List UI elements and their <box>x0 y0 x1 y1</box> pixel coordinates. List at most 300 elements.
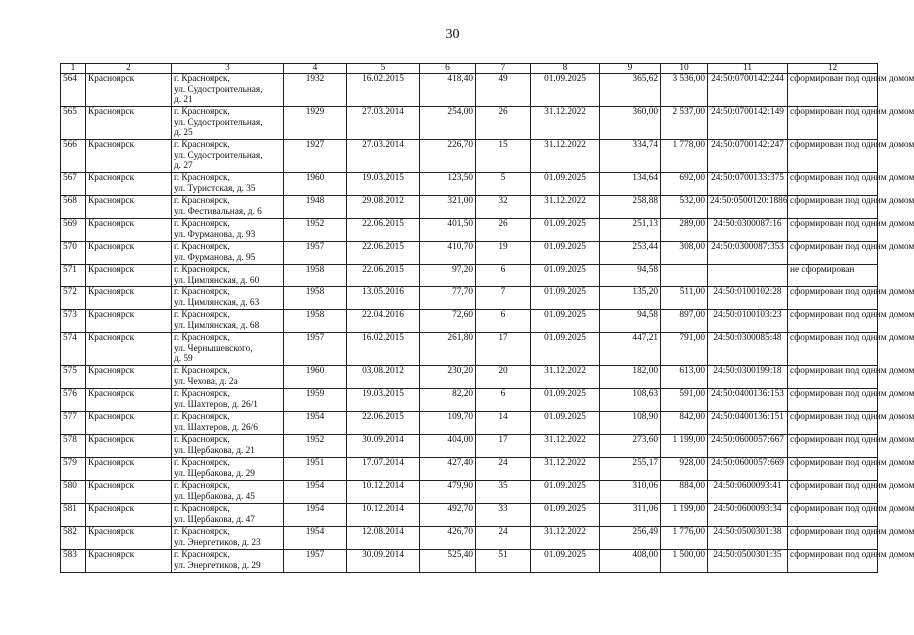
year-cell: 1960 <box>284 366 347 389</box>
city-cell: Красноярск <box>86 287 172 310</box>
address-cell <box>172 219 284 242</box>
year-cell: 1958 <box>284 310 347 333</box>
year-cell: 1958 <box>284 287 347 310</box>
address-line: г. Красноярск, <box>174 140 230 150</box>
address-line: ул. Энергетиков, д. 29 <box>174 560 261 571</box>
address-line: ул. Чернышевского, <box>174 343 253 354</box>
table-row <box>61 287 878 310</box>
cadastral-number-cell: 24:50:0500301:35 <box>708 550 788 573</box>
table-row <box>61 219 878 242</box>
land-status-cell: сформирован под одним домом <box>788 140 878 173</box>
residents-cell: 24 <box>476 458 531 481</box>
city-cell: Красноярск <box>86 196 172 219</box>
date-cell: 27.03.2014 <box>347 140 420 173</box>
land-area-cell: 897,00 <box>661 310 708 333</box>
address-cell <box>172 366 284 389</box>
deadline-cell: 01.09.2025 <box>531 333 600 366</box>
residents-cell: 51 <box>476 550 531 573</box>
column-number-header-row <box>61 64 878 74</box>
row-number: 567 <box>61 173 86 196</box>
address-cell <box>172 527 284 550</box>
date-cell: 10.12.2014 <box>347 481 420 504</box>
value-9-cell: 311,06 <box>600 504 661 527</box>
address-cell <box>172 265 284 287</box>
year-cell: 1951 <box>284 458 347 481</box>
city-cell: Красноярск <box>86 458 172 481</box>
address-line: г. Красноярск, <box>174 527 230 537</box>
address-line: г. Красноярск, <box>174 196 230 206</box>
residents-cell: 17 <box>476 435 531 458</box>
deadline-cell: 01.09.2025 <box>531 481 600 504</box>
value-9-cell: 310,06 <box>600 481 661 504</box>
land-area-cell: 692,00 <box>661 173 708 196</box>
date-cell: 27.03.2014 <box>347 107 420 140</box>
cadastral-number-cell: 24:50:0700142:244 <box>708 74 788 107</box>
city-cell: Красноярск <box>86 550 172 573</box>
land-status-cell: сформирован под одним домом <box>788 458 878 481</box>
row-number: 564 <box>61 74 86 107</box>
row-number: 570 <box>61 242 86 265</box>
land-status-cell: сформирован под одним домом <box>788 435 878 458</box>
table-row <box>61 481 878 504</box>
area-cell: 321,00 <box>420 196 476 219</box>
deadline-cell: 31.12.2022 <box>531 196 600 219</box>
address-cell <box>172 173 284 196</box>
value-9-cell: 94,58 <box>600 265 661 287</box>
year-cell: 1954 <box>284 412 347 435</box>
address-cell <box>172 140 284 173</box>
land-status-cell: сформирован под одним домом <box>788 481 878 504</box>
address-line: г. Красноярск, <box>174 242 230 252</box>
row-number: 571 <box>61 265 86 287</box>
land-area-cell: 308,00 <box>661 242 708 265</box>
deadline-cell: 01.09.2025 <box>531 242 600 265</box>
table-row <box>61 504 878 527</box>
address-line: г. Красноярск, <box>174 366 230 376</box>
column-header-3: 3 <box>172 64 284 74</box>
residents-cell: 26 <box>476 219 531 242</box>
address-cell <box>172 287 284 310</box>
residents-cell: 20 <box>476 366 531 389</box>
address-line: ул. Судостроительная, <box>174 150 263 161</box>
table-row <box>61 107 878 140</box>
city-cell: Красноярск <box>86 333 172 366</box>
date-cell: 22.04.2016 <box>347 310 420 333</box>
row-number: 565 <box>61 107 86 140</box>
land-area-cell: 884,00 <box>661 481 708 504</box>
land-area-cell: 1 500,00 <box>661 550 708 573</box>
deadline-cell: 01.09.2025 <box>531 219 600 242</box>
table-row <box>61 196 878 219</box>
address-cell <box>172 504 284 527</box>
deadline-cell: 01.09.2025 <box>531 412 600 435</box>
deadline-cell: 01.09.2025 <box>531 287 600 310</box>
date-cell: 22.06.2015 <box>347 412 420 435</box>
deadline-cell: 01.09.2025 <box>531 173 600 196</box>
residents-cell: 32 <box>476 196 531 219</box>
address-line: ул. Шахтеров, д. 26/1 <box>174 399 258 410</box>
deadline-cell: 01.09.2025 <box>531 74 600 107</box>
row-number: 576 <box>61 389 86 412</box>
city-cell: Красноярск <box>86 389 172 412</box>
area-cell: 525,40 <box>420 550 476 573</box>
address-cell <box>172 107 284 140</box>
row-number: 575 <box>61 366 86 389</box>
table-row <box>61 366 878 389</box>
table-row <box>61 265 878 287</box>
address-line: г. Красноярск, <box>174 481 230 491</box>
deadline-cell: 31.12.2022 <box>531 366 600 389</box>
row-number: 577 <box>61 412 86 435</box>
row-number: 579 <box>61 458 86 481</box>
cadastral-number-cell: 24:50:0300199:18 <box>708 366 788 389</box>
area-cell: 77,70 <box>420 287 476 310</box>
value-9-cell: 108,63 <box>600 389 661 412</box>
cadastral-number-cell: 24:50:0400136:151 <box>708 412 788 435</box>
address-cell <box>172 196 284 219</box>
land-area-cell: 532,00 <box>661 196 708 219</box>
land-area-cell: 289,00 <box>661 219 708 242</box>
address-line: д. 59 <box>174 354 193 364</box>
land-status-cell: не сформирован <box>788 265 878 287</box>
area-cell: 226,70 <box>420 140 476 173</box>
address-line: ул. Шахтеров, д. 26/6 <box>174 422 258 433</box>
deadline-cell: 01.09.2025 <box>531 389 600 412</box>
date-cell: 19.03.2015 <box>347 389 420 412</box>
area-cell: 123,50 <box>420 173 476 196</box>
address-line: г. Красноярск, <box>174 219 230 229</box>
column-header-7: 7 <box>476 64 531 74</box>
deadline-cell: 31.12.2022 <box>531 435 600 458</box>
deadline-cell: 01.09.2025 <box>531 550 600 573</box>
date-cell: 13.05.2016 <box>347 287 420 310</box>
city-cell: Красноярск <box>86 107 172 140</box>
cadastral-number-cell: 24:50:0500301:38 <box>708 527 788 550</box>
value-9-cell: 360,00 <box>600 107 661 140</box>
deadline-cell: 31.12.2022 <box>531 527 600 550</box>
city-cell: Красноярск <box>86 173 172 196</box>
deadline-cell: 01.09.2025 <box>531 265 600 287</box>
land-area-cell <box>661 265 708 287</box>
value-9-cell: 94,58 <box>600 310 661 333</box>
address-cell <box>172 435 284 458</box>
area-cell: 492,70 <box>420 504 476 527</box>
column-header-4: 4 <box>284 64 347 74</box>
land-area-cell: 928,00 <box>661 458 708 481</box>
area-cell: 404,00 <box>420 435 476 458</box>
year-cell: 1954 <box>284 527 347 550</box>
address-cell <box>172 389 284 412</box>
deadline-cell: 31.12.2022 <box>531 107 600 140</box>
address-line: ул. Судостроительная, <box>174 84 263 95</box>
land-status-cell: сформирован под одним домом <box>788 74 878 107</box>
land-area-cell: 1 199,00 <box>661 504 708 527</box>
row-number: 569 <box>61 219 86 242</box>
value-9-cell: 447,21 <box>600 333 661 366</box>
column-header-1: 1 <box>61 64 86 74</box>
city-cell: Красноярск <box>86 310 172 333</box>
city-cell: Красноярск <box>86 481 172 504</box>
residents-cell: 35 <box>476 481 531 504</box>
address-line: г. Красноярск, <box>174 107 230 117</box>
date-cell: 17.07.2014 <box>347 458 420 481</box>
address-cell <box>172 550 284 573</box>
address-line: ул. Щербакова, д. 21 <box>174 445 255 456</box>
area-cell: 72,60 <box>420 310 476 333</box>
table-row <box>61 310 878 333</box>
city-cell: Красноярск <box>86 74 172 107</box>
area-cell: 254,00 <box>420 107 476 140</box>
year-cell: 1954 <box>284 481 347 504</box>
address-line: ул. Цимлянская, д. 63 <box>174 297 260 308</box>
value-9-cell: 134,64 <box>600 173 661 196</box>
address-cell <box>172 310 284 333</box>
address-line: г. Красноярск, <box>174 287 230 297</box>
area-cell: 479,90 <box>420 481 476 504</box>
land-status-cell: сформирован под одним домом <box>788 310 878 333</box>
address-cell <box>172 412 284 435</box>
land-area-cell: 1 776,00 <box>661 527 708 550</box>
table-row <box>61 242 878 265</box>
address-line: ул. Цимлянская, д. 68 <box>174 320 260 331</box>
date-cell: 29.08.2012 <box>347 196 420 219</box>
year-cell: 1948 <box>284 196 347 219</box>
table-row <box>61 550 878 573</box>
row-number: 583 <box>61 550 86 573</box>
value-9-cell: 108,90 <box>600 412 661 435</box>
land-area-cell: 3 536,00 <box>661 74 708 107</box>
address-cell <box>172 458 284 481</box>
address-line: ул. Туристская, д. 35 <box>174 183 256 194</box>
deadline-cell: 31.12.2022 <box>531 140 600 173</box>
residents-cell: 49 <box>476 74 531 107</box>
city-cell: Красноярск <box>86 219 172 242</box>
table-row <box>61 74 878 107</box>
row-number: 566 <box>61 140 86 173</box>
cadastral-number-cell: 24:50:0700142:247 <box>708 140 788 173</box>
value-9-cell: 365,62 <box>600 74 661 107</box>
city-cell: Красноярск <box>86 140 172 173</box>
residents-cell: 19 <box>476 242 531 265</box>
date-cell: 12.08.2014 <box>347 527 420 550</box>
row-number: 568 <box>61 196 86 219</box>
area-cell: 261,80 <box>420 333 476 366</box>
address-line: г. Красноярск, <box>174 412 230 422</box>
column-header-11: 11 <box>708 64 788 74</box>
address-line: г. Красноярск, <box>174 458 230 468</box>
land-area-cell: 791,00 <box>661 333 708 366</box>
value-9-cell: 258,88 <box>600 196 661 219</box>
deadline-cell: 01.09.2025 <box>531 504 600 527</box>
land-status-cell: сформирован под одним домом <box>788 242 878 265</box>
land-status-cell: сформирован под одним домом <box>788 173 878 196</box>
address-line: г. Красноярск, <box>174 435 230 445</box>
residents-cell: 26 <box>476 107 531 140</box>
column-header-10: 10 <box>661 64 708 74</box>
address-line: г. Красноярск, <box>174 333 230 343</box>
address-line: ул. Фестивальная, д. 6 <box>174 206 262 217</box>
address-line: ул. Щербакова, д. 45 <box>174 491 255 502</box>
land-area-cell: 2 537,00 <box>661 107 708 140</box>
row-number: 581 <box>61 504 86 527</box>
city-cell: Красноярск <box>86 265 172 287</box>
value-9-cell: 255,17 <box>600 458 661 481</box>
year-cell: 1957 <box>284 550 347 573</box>
cadastral-number-cell: 24:50:0100103:23 <box>708 310 788 333</box>
row-number: 572 <box>61 287 86 310</box>
address-line: г. Красноярск, <box>174 389 230 399</box>
year-cell: 1954 <box>284 504 347 527</box>
date-cell: 16.02.2015 <box>347 74 420 107</box>
address-line: д. 27 <box>174 161 193 171</box>
residents-cell: 24 <box>476 527 531 550</box>
residents-cell: 14 <box>476 412 531 435</box>
address-line: д. 21 <box>174 95 193 105</box>
address-line: ул. Щербакова, д. 29 <box>174 468 255 479</box>
column-header-9: 9 <box>600 64 661 74</box>
land-area-cell: 511,00 <box>661 287 708 310</box>
area-cell: 426,70 <box>420 527 476 550</box>
land-area-cell: 613,00 <box>661 366 708 389</box>
city-cell: Красноярск <box>86 527 172 550</box>
table-row <box>61 140 878 173</box>
address-cell <box>172 74 284 107</box>
land-status-cell: сформирован под одним домом <box>788 527 878 550</box>
address-line: ул. Судостроительная, <box>174 117 263 128</box>
row-number: 573 <box>61 310 86 333</box>
address-line: г. Красноярск, <box>174 74 230 84</box>
land-status-cell: сформирован под одним домом <box>788 504 878 527</box>
address-line: ул. Энергетиков, д. 23 <box>174 537 261 548</box>
date-cell: 30.09.2014 <box>347 435 420 458</box>
land-status-cell: сформирован под одним домом <box>788 389 878 412</box>
value-9-cell: 256,49 <box>600 527 661 550</box>
date-cell: 10.12.2014 <box>347 504 420 527</box>
city-cell: Красноярск <box>86 366 172 389</box>
address-line: г. Красноярск, <box>174 550 230 560</box>
area-cell: 82,20 <box>420 389 476 412</box>
area-cell: 109,70 <box>420 412 476 435</box>
table-row <box>61 435 878 458</box>
residents-cell: 7 <box>476 287 531 310</box>
residents-cell: 6 <box>476 265 531 287</box>
value-9-cell: 408,00 <box>600 550 661 573</box>
value-9-cell: 135,20 <box>600 287 661 310</box>
city-cell: Красноярск <box>86 242 172 265</box>
area-cell: 230,20 <box>420 366 476 389</box>
year-cell: 1952 <box>284 435 347 458</box>
housing-register-table <box>60 63 914 573</box>
year-cell: 1952 <box>284 219 347 242</box>
area-cell: 401,50 <box>420 219 476 242</box>
land-area-cell: 1 199,00 <box>661 435 708 458</box>
deadline-cell: 01.09.2025 <box>531 310 600 333</box>
land-status-cell: сформирован под одним домом <box>788 219 878 242</box>
column-header-2: 2 <box>86 64 172 74</box>
year-cell: 1957 <box>284 242 347 265</box>
land-status-cell: сформирован под одним домом <box>788 366 878 389</box>
land-area-cell: 591,00 <box>661 389 708 412</box>
row-number: 580 <box>61 481 86 504</box>
address-line: ул. Фурманова, д. 95 <box>174 252 256 263</box>
date-cell: 22.06.2015 <box>347 242 420 265</box>
year-cell: 1927 <box>284 140 347 173</box>
year-cell: 1932 <box>284 74 347 107</box>
address-line: г. Красноярск, <box>174 265 230 275</box>
value-9-cell: 251,13 <box>600 219 661 242</box>
value-9-cell: 273,60 <box>600 435 661 458</box>
address-line: г. Красноярск, <box>174 173 230 183</box>
land-status-cell: сформирован под одним домом <box>788 196 878 219</box>
year-cell: 1960 <box>284 173 347 196</box>
value-9-cell: 182,00 <box>600 366 661 389</box>
row-number: 578 <box>61 435 86 458</box>
table-row <box>61 173 878 196</box>
land-status-cell: сформирован под одним домом <box>788 412 878 435</box>
area-cell: 427,40 <box>420 458 476 481</box>
column-header-12: 12 <box>788 64 878 74</box>
table-body <box>61 74 914 573</box>
land-area-cell: 1 778,00 <box>661 140 708 173</box>
residents-cell: 5 <box>476 173 531 196</box>
cadastral-number-cell: 24:50:0300087:16 <box>708 219 788 242</box>
year-cell: 1959 <box>284 389 347 412</box>
year-cell: 1957 <box>284 333 347 366</box>
cadastral-number-cell: 24:50:0600057:667 <box>708 435 788 458</box>
column-header-5: 5 <box>347 64 420 74</box>
cadastral-number-cell: 24:50:0400136:153 <box>708 389 788 412</box>
residents-cell: 33 <box>476 504 531 527</box>
table-row <box>61 527 878 550</box>
city-cell: Красноярск <box>86 412 172 435</box>
address-line: ул. Щербакова, д. 47 <box>174 514 255 525</box>
cadastral-number-cell: 24:50:0300085:48 <box>708 333 788 366</box>
cadastral-number-cell: 24:50:0700142:149 <box>708 107 788 140</box>
residents-cell: 15 <box>476 140 531 173</box>
column-header-6: 6 <box>420 64 476 74</box>
row-number: 574 <box>61 333 86 366</box>
cadastral-number-cell: 24:50:0700133:375 <box>708 173 788 196</box>
address-line: ул. Чехова, д. 2а <box>174 376 238 387</box>
address-line: ул. Фурманова, д. 93 <box>174 229 256 240</box>
deadline-cell: 31.12.2022 <box>531 458 600 481</box>
land-area-cell: 842,00 <box>661 412 708 435</box>
cadastral-number-cell: 24:50:0300087:353 <box>708 242 788 265</box>
row-number: 582 <box>61 527 86 550</box>
address-line: д. 25 <box>174 128 193 138</box>
date-cell: 16.02.2015 <box>347 333 420 366</box>
cadastral-number-cell: 24:50:0500120:1886 <box>708 196 788 219</box>
residents-cell: 6 <box>476 310 531 333</box>
land-status-cell: сформирован под одним домом <box>788 107 878 140</box>
year-cell: 1929 <box>284 107 347 140</box>
address-line: г. Красноярск, <box>174 504 230 514</box>
table-row <box>61 412 878 435</box>
cadastral-number-cell: 24:50:0600093:34 <box>708 504 788 527</box>
cadastral-number-cell <box>708 265 788 287</box>
area-cell: 97,20 <box>420 265 476 287</box>
date-cell: 03.08.2012 <box>347 366 420 389</box>
address-cell <box>172 481 284 504</box>
column-header-8: 8 <box>531 64 600 74</box>
value-9-cell: 253,44 <box>600 242 661 265</box>
table-row <box>61 333 878 366</box>
address-cell <box>172 333 284 366</box>
cadastral-number-cell: 24:50:0600093:41 <box>708 481 788 504</box>
residents-cell: 17 <box>476 333 531 366</box>
value-9-cell: 334,74 <box>600 140 661 173</box>
date-cell: 22.06.2015 <box>347 219 420 242</box>
